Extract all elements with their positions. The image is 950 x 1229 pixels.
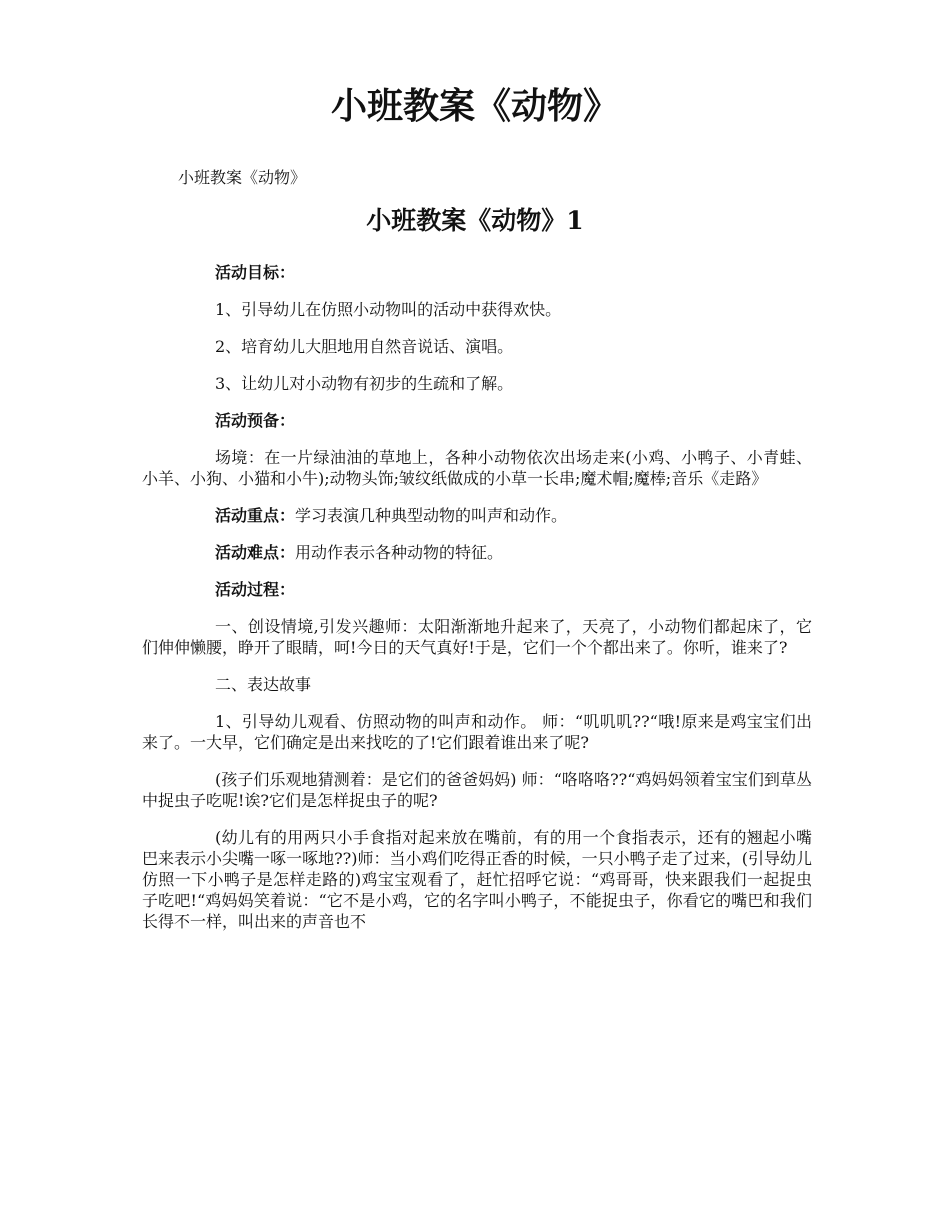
paragraph-text: (孩子们乐观地猜测着：是它们的爸爸妈妈) 师：“咯咯咯??“鸡妈妈领着宝宝们到草丛中捉虫子吃呢!诶?它们是怎样捉虫子的呢? (142, 770, 812, 810)
paragraph-text: 1、引导幼儿观看、仿照动物的叫声和动作。 师：“叽叽叽??“哦!原来是鸡宝宝们出来了。一大早，它们确定是出来找吃的了!它们跟着谁出来了呢? (142, 712, 812, 752)
paragraph-label: 活动过程： (215, 580, 296, 599)
paragraph-story-1 (142, 711, 812, 753)
section-title: 小班教案《动物》1 (366, 206, 584, 235)
paragraph-process-heading (142, 579, 812, 600)
paragraph-label: 活动难点： (215, 543, 296, 562)
paragraph-story-2 (142, 769, 812, 811)
paragraph-goal-1 (142, 299, 812, 320)
paragraph-text: 一、创设情境,引发兴趣师：太阳渐渐地升起来了，天亮了，小动物们都起床了，它们伸伸懒腰，睁开了眼睛，呵!今日的天气真好!于是，它们一个个都出来了。你听，谁来了? (142, 617, 812, 657)
paragraph-label: 活动重点： (215, 506, 296, 525)
paragraph-text: 3、让幼儿对小动物有初步的生疏和了解。 (215, 374, 514, 393)
paragraph-key-point (142, 505, 812, 526)
page-title: 小班教案《动物》 (330, 85, 619, 127)
paragraph-preparation-heading (142, 410, 812, 431)
paragraph-label: 活动目标： (215, 263, 296, 282)
paragraph-text: 学习表演几种典型动物的叫声和动作。 (295, 506, 568, 525)
paragraph-step-1 (142, 616, 812, 658)
paragraph-step-2 (142, 674, 812, 695)
paragraph-text: 二、表达故事 (215, 675, 312, 694)
paragraph-goals-heading (142, 262, 812, 283)
paragraph-text: 2、培育幼儿大胆地用自然音说话、演唱。 (215, 337, 514, 356)
paragraph-story-3 (142, 827, 812, 932)
paragraph-text: 用动作表示各种动物的特征。 (295, 543, 504, 562)
paragraph-scene (142, 447, 812, 489)
paragraph-text: 1、引导幼儿在仿照小动物叫的活动中获得欢快。 (215, 300, 562, 319)
paragraph-text: (幼儿有的用两只小手食指对起来放在嘴前，有的用一个食指表示，还有的翘起小嘴巴来表示小尖嘴一啄一啄地??)师：当小鸡们吃得正香的时候，一只小鸭子走了过来，(引导幼儿仿照一下小鸭子是怎样走路的)鸡宝宝观看了，赶忙招呼它说：“鸡哥哥，快来跟我们一起捉虫子吃吧!“鸡妈妈笑着说：“它不是小鸡，它的名字叫小鸭子，不能捉虫子，你看它的嘴巴和我们长得不一样，叫出来的声音也不 (142, 828, 812, 931)
paragraph-label: 活动预备： (215, 411, 296, 430)
document-subtitle: 小班教案《动物》 (178, 168, 307, 187)
paragraph-text: 场境：在一片绿油油的草地上，各种小动物依次出场走来(小鸡、小鸭子、小青蛙、小羊、小狗、小猫和小牛);动物头饰;皱纹纸做成的小草一长串;魔术帽;魔棒;音乐《走路》 (142, 448, 812, 488)
paragraph-difficulty (142, 542, 812, 563)
paragraph-goal-3 (142, 373, 812, 394)
document-body (142, 262, 812, 948)
paragraph-goal-2 (142, 336, 812, 357)
